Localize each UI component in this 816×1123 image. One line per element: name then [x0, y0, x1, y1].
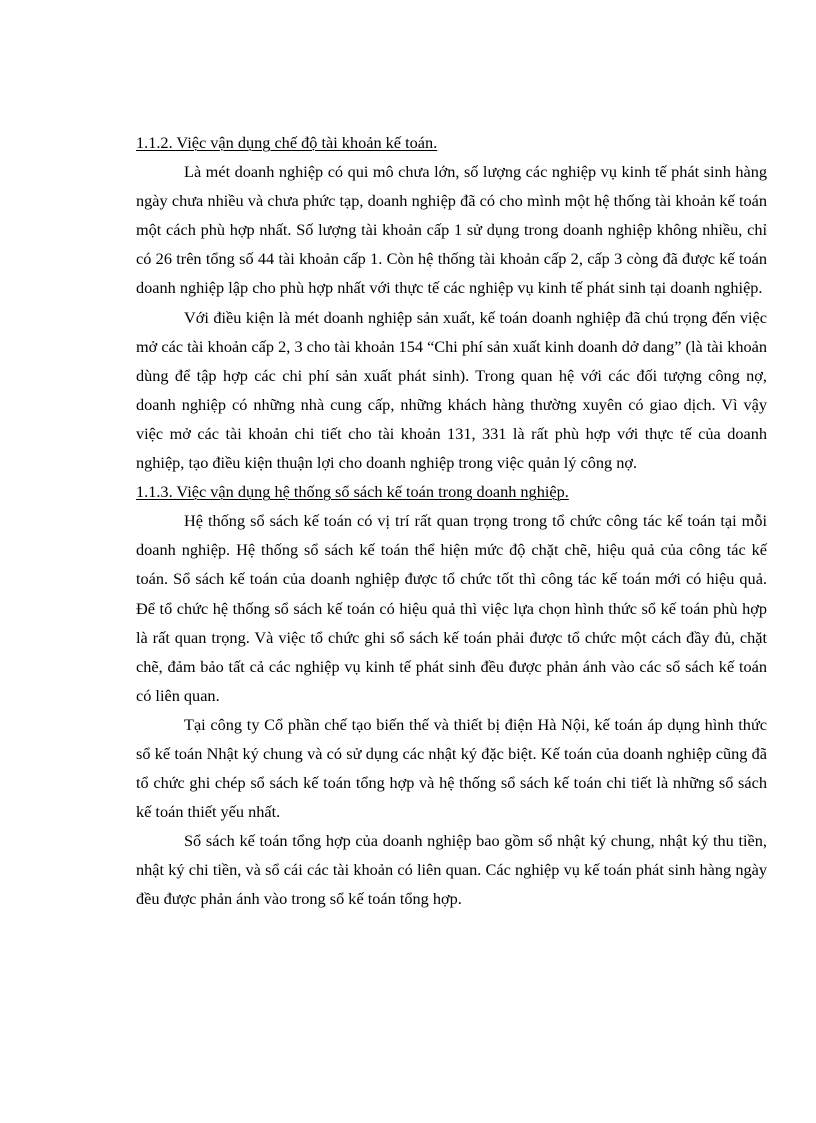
paragraph: Sổ sách kế toán tổng hợp của doanh nghiệp bao gồm sổ nhật ký chung, nhật ký thu tiền, nhật ký chi tiền, và sổ cái các tài khoản có liên quan. Các nghiệp vụ kế toán phát sinh hàng ngày đều được phản ánh vào trong sổ kế toán tổng hợp. [136, 831, 767, 909]
section-heading-1-1-3: 1.1.3. Việc vận dụng hệ thống sổ sách kế toán trong doanh nghiệp. [136, 482, 569, 502]
paragraph: Hệ thống sổ sách kế toán có vị trí rất quan trọng trong tổ chức công tác kế toán tại mỗi doanh nghiệp. Hệ thống sổ sách kế toán thể hiện mức độ chặt chẽ, hiệu quả của công tác kế toán. Sổ sách kế toán của doanh nghiệp được tổ chức tốt thì công tác kế toán mới có hiệu quả. Để tổ chức hệ thống sổ sách kế toán có hiệu quả thì việc lựa chọn hình thức sổ kế toán phù hợp là rất quan trọng. Và việc tổ chức ghi sổ sách kế toán phải được tổ chức một cách đầy đủ, chặt chẽ, đảm bảo tất cả các nghiệp vụ kinh tế phát sinh đều được phản ánh vào các sổ sách kế toán có liên quan. [136, 511, 767, 705]
section-heading-1-1-2: 1.1.2. Việc vận dụng chế độ tài khoản kế toán. [136, 133, 438, 152]
paragraph: Là mét doanh nghiệp có qui mô chưa lớn, số lượng các nghiệp vụ kinh tế phát sinh hàng ngày chưa nhiều và chưa phức tạp, doanh nghiệp đã có cho mình một hệ thống tài khoản kế toán một cách phù hợp nhất. Số lượng tài khoản cấp 1 sử dụng trong doanh nghiệp không nhiều, chỉ có 26 trên tổng số 44 tài khoản cấp 1. Còn hệ thống tài khoản cấp 2, cấp 3 còng đã được kế toán doanh nghiệp lập cho phù hợp nhất với thực tế các nghiệp vụ kinh tế phát sinh tại doanh nghiệp. [136, 162, 767, 298]
paragraph: Tại công ty Cổ phần chế tạo biến thế và thiết bị điện Hà Nội, kế toán áp dụng hình thức sổ kế toán Nhật ký chung và có sử dụng các nhật ký đặc biệt. Kế toán của doanh nghiệp cũng đã tổ chức ghi chép sổ sách kế toán tổng hợp và hệ thống sổ sách kế toán chi tiết là những sổ sách kế toán thiết yếu nhất. [136, 714, 767, 822]
paragraph: Với điều kiện là mét doanh nghiệp sản xuất, kế toán doanh nghiệp đã chú trọng đến việc mở các tài khoản cấp 2, 3 cho tài khoản 154 “Chi phí sản xuất kinh doanh dở dang” (là tài khoản dùng để tập hợp các chi phí sản xuất phát sinh). Trong quan hệ với các đối tượng công nợ, doanh nghiệp có những nhà cung cấp, những khách hàng thường xuyên có giao dịch. Vì vậy việc mở các tài khoản chi tiết cho tài khoản 131, 331 là rất phù hợp với thực tế của doanh nghiệp, tạo điều kiện thuận lợi cho doanh nghiệp trong việc quản lý công nợ. [136, 307, 767, 473]
document-page [136, 128, 767, 914]
